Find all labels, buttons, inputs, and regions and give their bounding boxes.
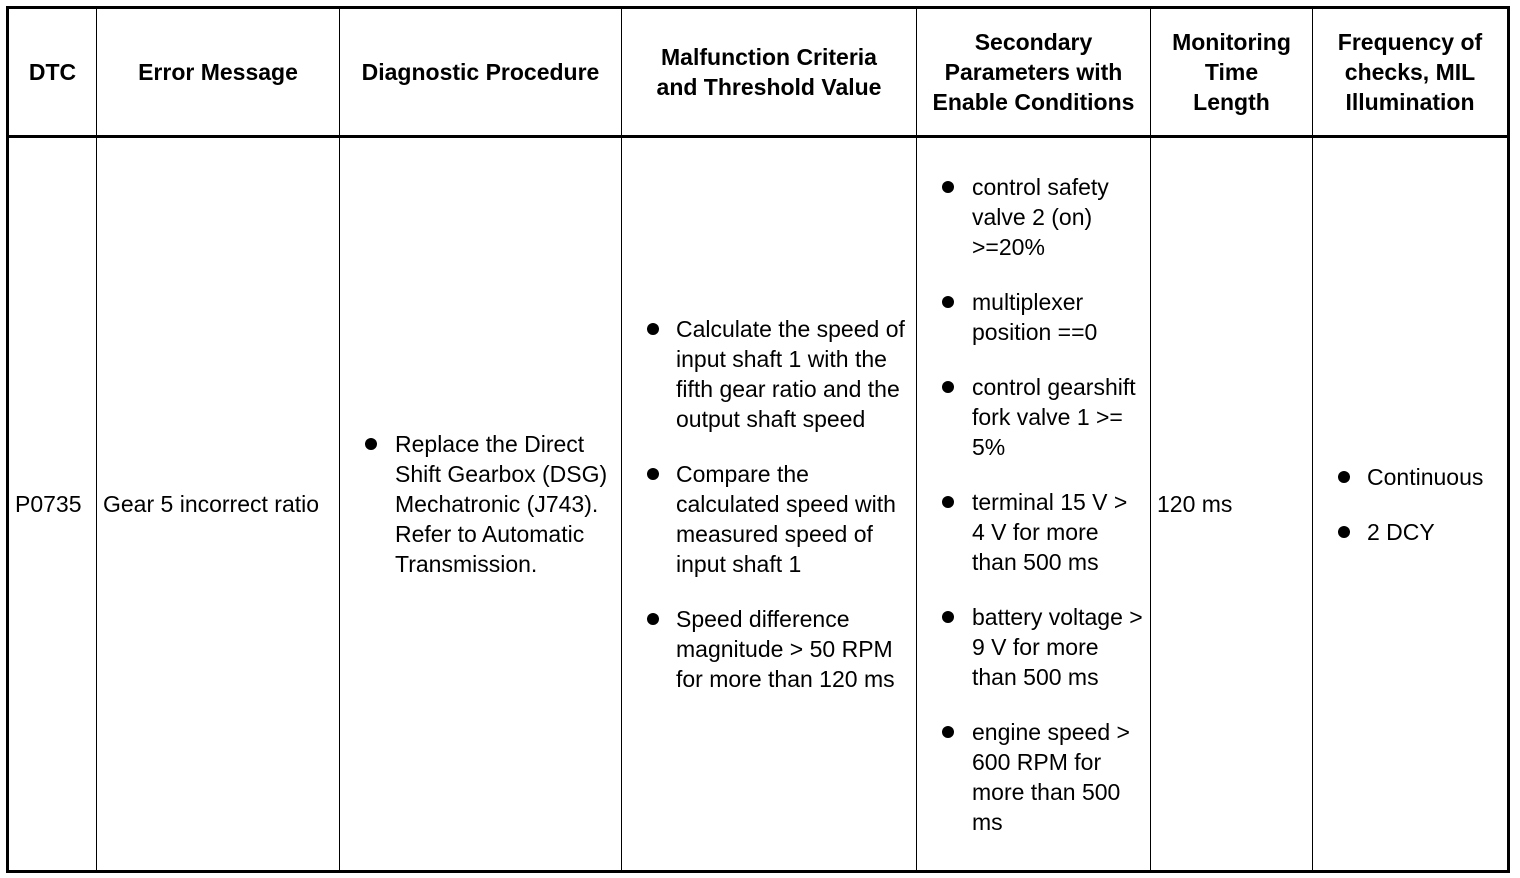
bullet-item: terminal 15 V > 4 V for more than 500 ms: [917, 487, 1146, 577]
cell-error-message: Gear 5 incorrect ratio: [97, 137, 340, 872]
header-secondary-parameters: Secondary Parameters with Enable Conditions: [917, 8, 1151, 137]
cell-diagnostic-procedure: [340, 137, 622, 872]
malfunction-criteria-list: [622, 314, 906, 694]
cell-secondary-parameters: [917, 137, 1151, 872]
bullet-item: multiplexer position ==0: [917, 287, 1146, 347]
bullet-item: Speed difference magnitude > 50 RPM for more than 120 ms: [622, 604, 906, 694]
cell-monitoring-time: 120 ms: [1151, 137, 1313, 872]
table-header-row: [8, 8, 1509, 137]
secondary-parameters-list: [917, 172, 1146, 837]
header-dtc: DTC: [8, 8, 97, 137]
frequency-list: [1313, 462, 1507, 547]
bullet-item: engine speed > 600 RPM for more than 500 ms: [917, 717, 1146, 837]
bullet-item: Calculate the speed of input shaft 1 with the fifth gear ratio and the output shaft speed: [622, 314, 906, 434]
table-row: [8, 137, 1509, 872]
cell-frequency: [1313, 137, 1509, 872]
header-frequency: Frequency of checks, MIL Illumination: [1313, 8, 1509, 137]
bullet-item: control gearshift fork valve 1 >= 5%: [917, 372, 1146, 462]
bullet-item: battery voltage > 9 V for more than 500 ms: [917, 602, 1146, 692]
cell-malfunction-criteria: [622, 137, 917, 872]
header-malfunction-criteria: Malfunction Criteria and Threshold Value: [622, 8, 917, 137]
bullet-item: 2 DCY: [1313, 517, 1507, 547]
cell-dtc: P0735: [8, 137, 97, 872]
header-error-message: Error Message: [97, 8, 340, 137]
header-monitoring-time: Monitoring Time Length: [1151, 8, 1313, 137]
bullet-item: Compare the calculated speed with measured speed of input shaft 1: [622, 459, 906, 579]
bullet-item: Continuous: [1313, 462, 1507, 492]
dtc-table: [6, 6, 1510, 873]
bullet-item: Replace the Direct Shift Gearbox (DSG) Mechatronic (J743). Refer to Automatic Transmission.: [340, 429, 613, 579]
diagnostic-procedure-list: [340, 429, 613, 579]
bullet-item: control safety valve 2 (on) >=20%: [917, 172, 1146, 262]
header-diagnostic-procedure: Diagnostic Procedure: [340, 8, 622, 137]
